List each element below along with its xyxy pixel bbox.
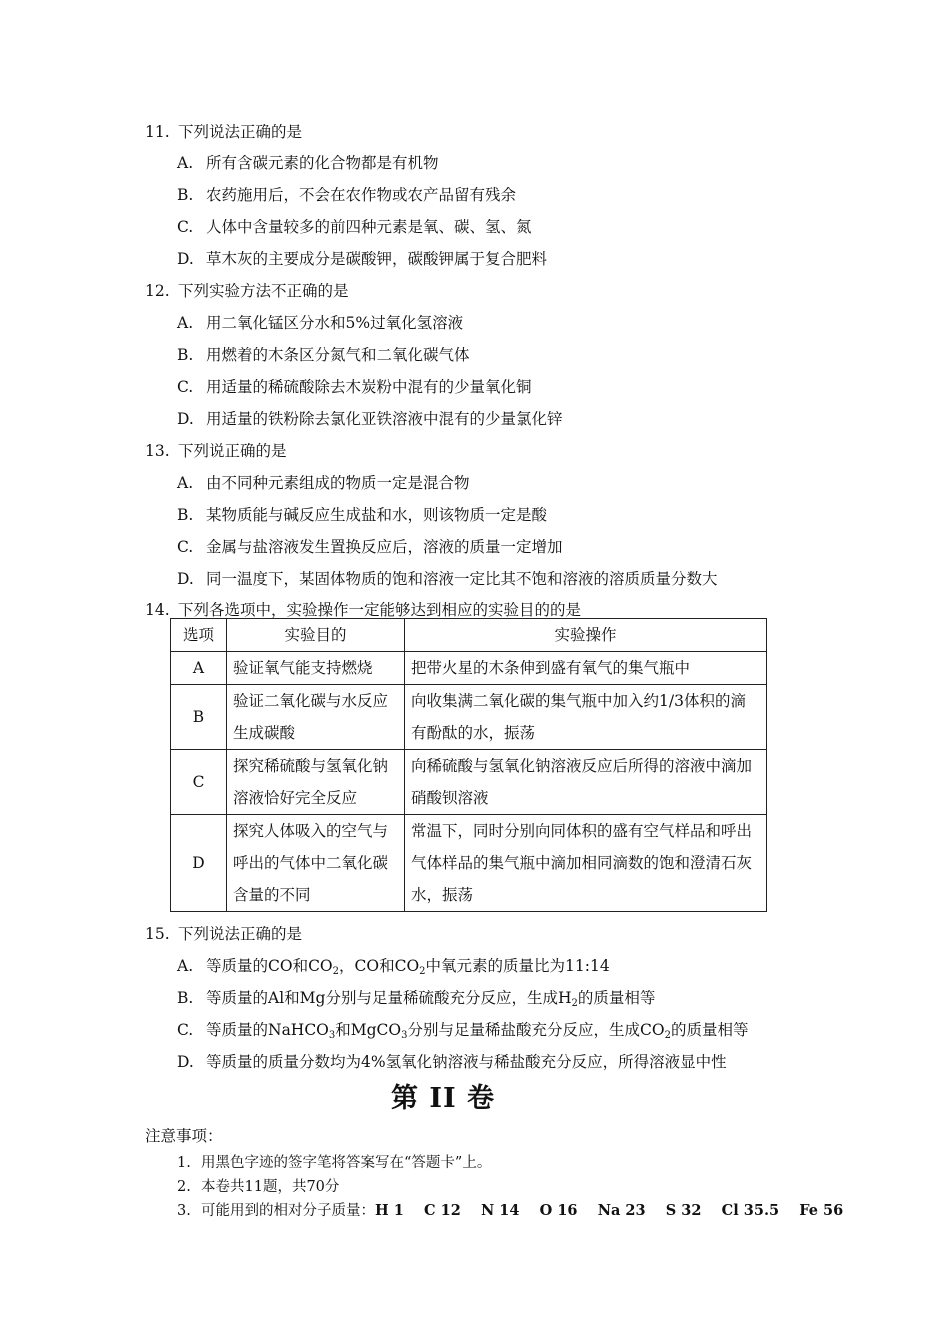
question-stem: 下列各选项中，实验操作一定能够达到相应的实验目的的是 (178, 601, 582, 619)
option-12-d (177, 407, 563, 429)
option-text: 等质量的质量分数均为4%氢氧化钠溶液与稀盐酸充分反应，所得溶液显中性 (206, 1053, 727, 1071)
option-11-b (177, 183, 516, 205)
option-text: 由不同种元素组成的物质一定是混合物 (206, 474, 470, 492)
option-text: 等质量的CO和CO (206, 957, 333, 975)
row-purpose: 验证二氧化碳与水反应生成碳酸 (227, 685, 405, 750)
table-row (171, 750, 767, 815)
option-text: 中氧元素的质量比为11:14 (425, 957, 610, 975)
option-text: 草木灰的主要成分是碳酸钾，碳酸钾属于复合肥料 (206, 250, 548, 268)
row-operation: 向稀硫酸与氢氧化钠溶液反应后所得的溶液中滴加硝酸钡溶液 (405, 750, 767, 815)
section-title: 第 II 卷 (390, 1083, 496, 1114)
molar-masses: H 1 C 12 N 14 O 16 Na 23 S 32 Cl 35.5 Fe 56 (375, 1202, 844, 1219)
option-15-d (177, 1050, 727, 1072)
option-text: 用适量的稀硫酸除去木炭粉中混有的少量氧化铜 (206, 378, 532, 396)
question-number: 12. (145, 282, 170, 300)
option-letter: D. (177, 1053, 194, 1071)
note-text: 本卷共11题，共70分 (201, 1179, 340, 1195)
option-letter: C. (177, 538, 194, 556)
option-text: 人体中含量较多的前四种元素是氧、碳、氢、氮 (206, 218, 532, 236)
option-letter: C. (177, 1021, 194, 1039)
table-header-row (171, 619, 767, 652)
option-13-d (177, 567, 718, 589)
table-row (171, 815, 767, 912)
subscript: 2 (664, 1030, 671, 1041)
option-letter: C. (177, 218, 194, 236)
question-number: 11. (145, 123, 170, 141)
option-text: 等质量的Al和Mg分别与足量稀硫酸充分反应，生成H (206, 989, 572, 1007)
option-letter: A. (177, 314, 194, 332)
experiment-table (170, 618, 767, 912)
option-letter: B. (177, 989, 194, 1007)
option-letter: A. (177, 154, 194, 172)
option-text: 用燃着的木条区分氮气和二氧化碳气体 (206, 346, 470, 364)
row-option: D (171, 815, 227, 912)
option-12-c (177, 375, 532, 397)
option-text: 分别与足量稀盐酸充分反应，生成CO (407, 1021, 665, 1039)
option-text: 所有含碳元素的化合物都是有机物 (206, 154, 439, 172)
row-purpose: 探究稀硫酸与氢氧化钠溶液恰好完全反应 (227, 750, 405, 815)
note-item (177, 1199, 843, 1220)
option-letter: D. (177, 250, 194, 268)
option-13-b (177, 503, 547, 525)
question-number: 14. (145, 601, 170, 619)
row-option: A (171, 652, 227, 685)
question-stem: 下列说法正确的是 (178, 123, 303, 141)
question-13 (145, 439, 287, 461)
option-11-c (177, 215, 532, 237)
question-number: 13. (145, 442, 170, 460)
question-12 (145, 279, 349, 301)
option-letter: B. (177, 346, 194, 364)
option-letter: D. (177, 410, 194, 428)
question-stem: 下列说正确的是 (178, 442, 287, 460)
option-text: 和MgCO (335, 1021, 402, 1039)
question-stem: 下列实验方法不正确的是 (178, 282, 349, 300)
option-text: 同一温度下，某固体物质的饱和溶液一定比其不饱和溶液的溶质质量分数大 (206, 570, 718, 588)
option-letter: B. (177, 186, 194, 204)
header-purpose: 实验目的 (227, 619, 405, 652)
option-15-b (177, 986, 655, 1008)
option-11-a (177, 151, 439, 173)
option-letter: B. (177, 506, 194, 524)
option-text: 农药施用后，不会在农作物或农产品留有残余 (206, 186, 517, 204)
table-row (171, 652, 767, 685)
option-text: 等质量的NaHCO (206, 1021, 329, 1039)
option-text: 用二氧化锰区分水和5%过氧化氢溶液 (206, 314, 464, 332)
header-operation: 实验操作 (405, 619, 767, 652)
option-12-b (177, 343, 470, 365)
row-operation: 把带火星的木条伸到盛有氧气的集气瓶中 (405, 652, 767, 685)
row-operation: 向收集满二氧化碳的集气瓶中加入约1/3体积的滴有酚酞的水，振荡 (405, 685, 767, 750)
option-11-d (177, 247, 547, 269)
question-15 (145, 922, 302, 944)
option-15-a (177, 954, 610, 976)
question-stem: 下列说法正确的是 (178, 925, 303, 943)
subscript: 2 (419, 966, 426, 977)
notes-heading: 注意事项： (145, 1127, 223, 1145)
option-text: 的质量相等 (670, 1021, 749, 1039)
table-row (171, 685, 767, 750)
note-number: 2. (177, 1179, 191, 1195)
row-purpose: 探究人体吸入的空气与呼出的气体中二氧化碳含量的不同 (227, 815, 405, 912)
option-text: ，CO和CO (339, 957, 420, 975)
subscript: 3 (401, 1030, 408, 1041)
option-text: 某物质能与碱反应生成盐和水，则该物质一定是酸 (206, 506, 548, 524)
row-purpose: 验证氧气能支持燃烧 (227, 652, 405, 685)
option-text: 的质量相等 (577, 989, 656, 1007)
option-15-c (177, 1018, 748, 1040)
option-text: 金属与盐溶液发生置换反应后，溶液的质量一定增加 (206, 538, 563, 556)
question-11 (145, 120, 302, 142)
note-item (177, 1151, 491, 1172)
option-letter: C. (177, 378, 194, 396)
option-letter: D. (177, 570, 194, 588)
note-text: 可能用到的相对分子质量： (201, 1203, 375, 1219)
row-operation: 常温下，同时分别向同体积的盛有空气样品和呼出气体样品的集气瓶中滴加相同滴数的饱和澄清石灰水，振荡 (405, 815, 767, 912)
note-item (177, 1175, 339, 1196)
option-letter: A. (177, 474, 194, 492)
option-13-c (177, 535, 563, 557)
subscript: 3 (328, 1030, 336, 1041)
subscript: 2 (332, 966, 340, 977)
header-option: 选项 (171, 619, 227, 652)
question-number: 15. (145, 925, 170, 943)
row-option: C (171, 750, 227, 815)
option-text: 用适量的铁粉除去氯化亚铁溶液中混有的少量氯化锌 (206, 410, 563, 428)
note-number: 1. (177, 1155, 191, 1171)
question-14 (145, 598, 581, 620)
option-letter: A. (177, 957, 194, 975)
row-option: B (171, 685, 227, 750)
subscript: 2 (571, 998, 578, 1009)
option-13-a (177, 471, 470, 493)
note-number: 3. (177, 1203, 191, 1219)
note-text: 用黑色字迹的签字笔将答案写在“答题卡”上。 (201, 1155, 492, 1171)
option-12-a (177, 311, 463, 333)
